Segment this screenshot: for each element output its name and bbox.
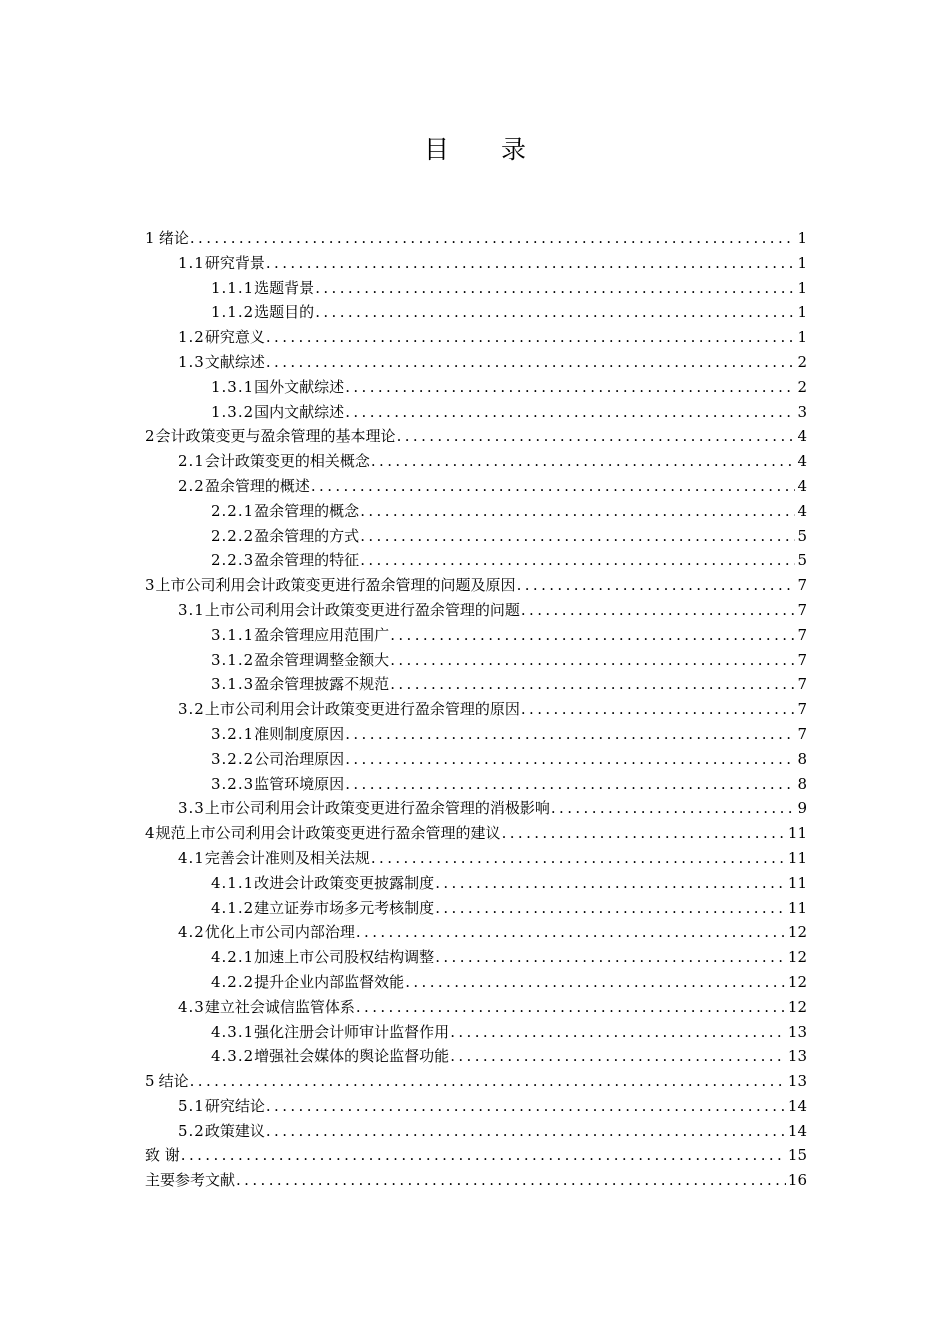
toc-entry-title: 结论	[158, 1072, 189, 1091]
toc-entry-title: 改进会计政策变更披露制度	[254, 873, 435, 892]
toc-entry-title: 建立证券市场多元考核制度	[254, 898, 435, 917]
toc-entry-number: 2.2.3	[211, 551, 255, 570]
toc-leader-dots	[266, 325, 796, 350]
toc-entry[interactable]	[145, 424, 807, 449]
toc-entry-title: 上市公司利用会计政策变更进行盈余管理的问题及原因	[155, 576, 516, 595]
toc-leader-dots	[315, 300, 795, 325]
toc-entry-page: 7	[797, 700, 807, 719]
toc-leader-dots	[345, 747, 795, 772]
toc-entry-title: 会计政策变更与盈余管理的基本理论	[155, 427, 396, 446]
toc-entry-title: 文献综述	[204, 352, 265, 371]
toc-entry-page: 13	[787, 1072, 807, 1091]
toc-leader-dots	[521, 598, 796, 623]
toc-entry-title: 完善会计准则及相关法规	[204, 848, 370, 867]
toc-entry-number: 1.3	[178, 352, 205, 371]
toc-leader-dots	[345, 400, 795, 425]
toc-entry-title: 国内文献综述	[254, 402, 345, 421]
toc-entry-number: 1.2	[178, 328, 205, 347]
toc-entry-page: 1	[797, 303, 807, 322]
toc-entry[interactable]	[145, 648, 807, 673]
toc-entry-page: 2	[797, 352, 807, 371]
toc-leader-dots	[345, 375, 795, 400]
toc-entry-title: 监管环境原因	[254, 774, 345, 793]
toc-entry-number: 3.2.1	[211, 724, 255, 743]
toc-leader-dots	[266, 1119, 786, 1144]
toc-entry-number: 2	[145, 427, 156, 446]
toc-entry[interactable]	[145, 821, 807, 846]
toc-leader-dots	[390, 623, 795, 648]
toc-entry-page: 14	[787, 1121, 807, 1140]
toc-entry[interactable]	[145, 400, 807, 425]
toc-entry[interactable]	[145, 846, 807, 871]
toc-leader-dots	[360, 499, 795, 524]
toc-entry-number: 3.1.3	[211, 675, 255, 694]
toc-entry-number: 3.1.2	[211, 650, 255, 669]
toc-entry-number: 4	[145, 824, 156, 843]
toc-leader-dots	[266, 350, 796, 375]
toc-entry[interactable]	[145, 722, 807, 747]
toc-entry[interactable]	[145, 1069, 807, 1094]
toc-entry[interactable]	[145, 1020, 807, 1045]
toc-leader-dots	[345, 722, 795, 747]
toc-entry[interactable]	[145, 920, 807, 945]
toc-entry-title: 致 谢	[145, 1146, 180, 1165]
toc-entry[interactable]	[145, 896, 807, 921]
toc-entry-title: 政策建议	[204, 1121, 265, 1140]
toc-leader-dots	[521, 697, 796, 722]
toc-leader-dots	[397, 424, 796, 449]
toc-leader-dots	[517, 573, 796, 598]
toc-entry-number: 3	[145, 576, 156, 595]
toc-entry[interactable]	[145, 1119, 807, 1144]
toc-entry-page: 15	[787, 1146, 807, 1165]
toc-entry-title: 提升企业内部监督效能	[254, 972, 405, 991]
toc-entry-number: 1.3.2	[211, 402, 255, 421]
toc-entry-page: 7	[797, 625, 807, 644]
toc-leader-dots	[190, 226, 796, 251]
toc-entry-page: 7	[797, 650, 807, 669]
toc-leader-dots	[435, 871, 786, 896]
toc-entry-title: 上市公司利用会计政策变更进行盈余管理的消极影响	[204, 799, 550, 818]
toc-entry-title: 盈余管理的特征	[254, 551, 360, 570]
toc-entry[interactable]	[145, 499, 807, 524]
toc-entry-number: 3.1	[178, 600, 205, 619]
toc-leader-dots	[502, 821, 786, 846]
toc-entry[interactable]	[145, 871, 807, 896]
toc-entry-number: 2.2.1	[211, 501, 255, 520]
toc-entry-title: 研究背景	[204, 253, 265, 272]
toc-entry[interactable]	[145, 276, 807, 301]
toc-leader-dots	[551, 796, 796, 821]
toc-entry-page: 4	[797, 452, 807, 471]
toc-entry-title: 研究结论	[204, 1096, 265, 1115]
toc-entry[interactable]	[145, 548, 807, 573]
toc-entry-page: 1	[797, 328, 807, 347]
toc-leader-dots	[356, 995, 786, 1020]
toc-entry-page: 7	[797, 724, 807, 743]
toc-leader-dots	[181, 1143, 786, 1168]
toc-entry-title: 增强社会媒体的舆论监督功能	[254, 1047, 450, 1066]
toc-entry-title: 准则制度原因	[254, 724, 345, 743]
toc-entry-number: 2.2.2	[211, 526, 255, 545]
toc-leader-dots	[435, 945, 786, 970]
toc-entry-title: 公司治理原因	[254, 749, 345, 768]
toc-entry-page: 11	[787, 824, 807, 843]
toc-entry[interactable]	[145, 697, 807, 722]
toc-entry-title: 规范上市公司利用会计政策变更进行盈余管理的建议	[155, 824, 501, 843]
toc-entry-title: 盈余管理披露不规范	[254, 675, 390, 694]
toc-entry[interactable]	[145, 995, 807, 1020]
toc-entry[interactable]	[145, 375, 807, 400]
toc-entry-number: 3.3	[178, 799, 205, 818]
toc-entry-page: 5	[797, 526, 807, 545]
toc-entry-page: 1	[797, 253, 807, 272]
toc-leader-dots	[266, 1094, 786, 1119]
table-of-contents	[145, 226, 807, 1193]
toc-entry-page: 4	[797, 501, 807, 520]
toc-entry-number: 1.1.2	[211, 303, 255, 322]
toc-entry-title: 绪论	[158, 229, 189, 247]
toc-entry-title: 优化上市公司内部治理	[204, 923, 355, 942]
toc-leader-dots	[390, 672, 795, 697]
toc-entry-page: 7	[797, 576, 807, 595]
toc-entry-title: 盈余管理的概念	[254, 501, 360, 520]
toc-entry-title: 强化注册会计师审计监督作用	[254, 1022, 450, 1041]
toc-entry-title: 盈余管理的方式	[254, 526, 360, 545]
toc-entry-page: 4	[797, 427, 807, 446]
toc-entry-page: 13	[787, 1022, 807, 1041]
toc-entry-title: 主要参考文献	[145, 1171, 236, 1190]
toc-entry-page: 7	[797, 675, 807, 694]
toc-entry-page: 8	[797, 749, 807, 768]
toc-leader-dots	[450, 1020, 786, 1045]
toc-entry-page: 3	[797, 402, 807, 421]
toc-entry-number: 4.1	[178, 848, 205, 867]
toc-entry-title: 上市公司利用会计政策变更进行盈余管理的原因	[204, 700, 520, 719]
toc-entry[interactable]	[145, 573, 807, 598]
toc-leader-dots	[371, 846, 786, 871]
toc-entry[interactable]	[145, 474, 807, 499]
toc-entry-number: 4.2.1	[211, 948, 255, 967]
toc-entry-page: 12	[787, 972, 807, 991]
toc-entry[interactable]	[145, 449, 807, 474]
toc-entry-number: 5.2	[178, 1121, 205, 1140]
toc-entry[interactable]	[145, 945, 807, 970]
toc-leader-dots	[371, 449, 796, 474]
toc-entry-page: 12	[787, 997, 807, 1016]
toc-entry[interactable]	[145, 350, 807, 375]
toc-entry-number: 2.1	[178, 452, 205, 471]
toc-entry[interactable]	[145, 325, 807, 350]
toc-entry[interactable]	[145, 300, 807, 325]
toc-entry[interactable]	[145, 623, 807, 648]
toc-entry[interactable]	[145, 747, 807, 772]
toc-entry[interactable]	[145, 672, 807, 697]
toc-entry[interactable]	[145, 1044, 807, 1069]
toc-entry-page: 11	[787, 848, 807, 867]
toc-entry[interactable]	[145, 772, 807, 797]
toc-entry-title: 上市公司利用会计政策变更进行盈余管理的问题	[204, 600, 520, 619]
toc-entry-page: 12	[787, 923, 807, 942]
toc-entry-title: 盈余管理的概述	[204, 476, 310, 495]
toc-entry-number: 4.3.1	[211, 1022, 255, 1041]
toc-entry-number: 3.2.2	[211, 749, 255, 768]
toc-entry-page: 14	[787, 1096, 807, 1115]
toc-entry-title: 加速上市公司股权结构调整	[254, 948, 435, 967]
toc-entry-title: 盈余管理应用范围广	[254, 625, 390, 644]
toc-entry-number: 3.1.1	[211, 625, 255, 644]
toc-entry-number: 5.1	[178, 1096, 205, 1115]
toc-leader-dots	[450, 1044, 786, 1069]
toc-entry[interactable]	[145, 1143, 807, 1168]
toc-entry-page: 9	[797, 799, 807, 818]
toc-entry-title: 国外文献综述	[254, 377, 345, 396]
toc-leader-dots	[236, 1168, 786, 1193]
toc-entry-number: 4.2	[178, 923, 205, 942]
toc-leader-dots	[311, 474, 796, 499]
toc-entry-page: 12	[787, 948, 807, 967]
toc-leader-dots	[345, 772, 795, 797]
page-title: 目 录	[424, 135, 548, 164]
toc-leader-dots	[356, 920, 786, 945]
toc-entry-number: 1.3.1	[211, 377, 255, 396]
toc-leader-dots	[390, 648, 795, 673]
toc-entry-number: 5	[145, 1072, 156, 1091]
toc-entry[interactable]	[145, 251, 807, 276]
toc-entry-number: 1.1.1	[211, 278, 255, 297]
toc-entry-number: 4.1.2	[211, 898, 255, 917]
toc-entry-page: 5	[797, 551, 807, 570]
toc-entry[interactable]	[145, 796, 807, 821]
toc-entry-number: 2.2	[178, 476, 205, 495]
toc-entry-page: 8	[797, 774, 807, 793]
toc-entry[interactable]	[145, 524, 807, 549]
toc-entry-page: 16	[787, 1171, 807, 1190]
toc-entry[interactable]	[145, 970, 807, 995]
toc-entry-title: 选题目的	[254, 303, 315, 322]
toc-leader-dots	[360, 524, 795, 549]
toc-entry[interactable]	[145, 1168, 807, 1193]
toc-entry-number: 1.1	[178, 253, 205, 272]
toc-entry-number: 1	[145, 229, 156, 247]
toc-entry-page: 11	[787, 898, 807, 917]
toc-entry-title: 会计政策变更的相关概念	[204, 452, 370, 471]
toc-entry-number: 4.1.1	[211, 873, 255, 892]
toc-entry[interactable]	[145, 598, 807, 623]
toc-entry-page: 1	[797, 229, 807, 247]
toc-entry-number: 3.2	[178, 700, 205, 719]
toc-entry-number: 4.3	[178, 997, 205, 1016]
toc-entry-page: 2	[797, 377, 807, 396]
toc-leader-dots	[435, 896, 786, 921]
toc-leader-dots	[405, 970, 786, 995]
toc-entry-page: 4	[797, 476, 807, 495]
toc-entry-number: 3.2.3	[211, 774, 255, 793]
toc-entry-number: 4.3.2	[211, 1047, 255, 1066]
toc-entry[interactable]	[145, 226, 807, 251]
toc-leader-dots	[360, 548, 795, 573]
toc-entry[interactable]	[145, 1094, 807, 1119]
toc-entry-title: 研究意义	[204, 328, 265, 347]
toc-entry-title: 盈余管理调整金额大	[254, 650, 390, 669]
toc-leader-dots	[190, 1069, 786, 1094]
toc-entry-page: 11	[787, 873, 807, 892]
toc-entry-page: 13	[787, 1047, 807, 1066]
toc-entry-page: 7	[797, 600, 807, 619]
toc-entry-number: 4.2.2	[211, 972, 255, 991]
toc-leader-dots	[266, 251, 796, 276]
toc-leader-dots	[315, 276, 795, 301]
toc-entry-page: 1	[797, 278, 807, 297]
toc-entry-title: 建立社会诚信监管体系	[204, 997, 355, 1016]
toc-entry-title: 选题背景	[254, 278, 315, 297]
